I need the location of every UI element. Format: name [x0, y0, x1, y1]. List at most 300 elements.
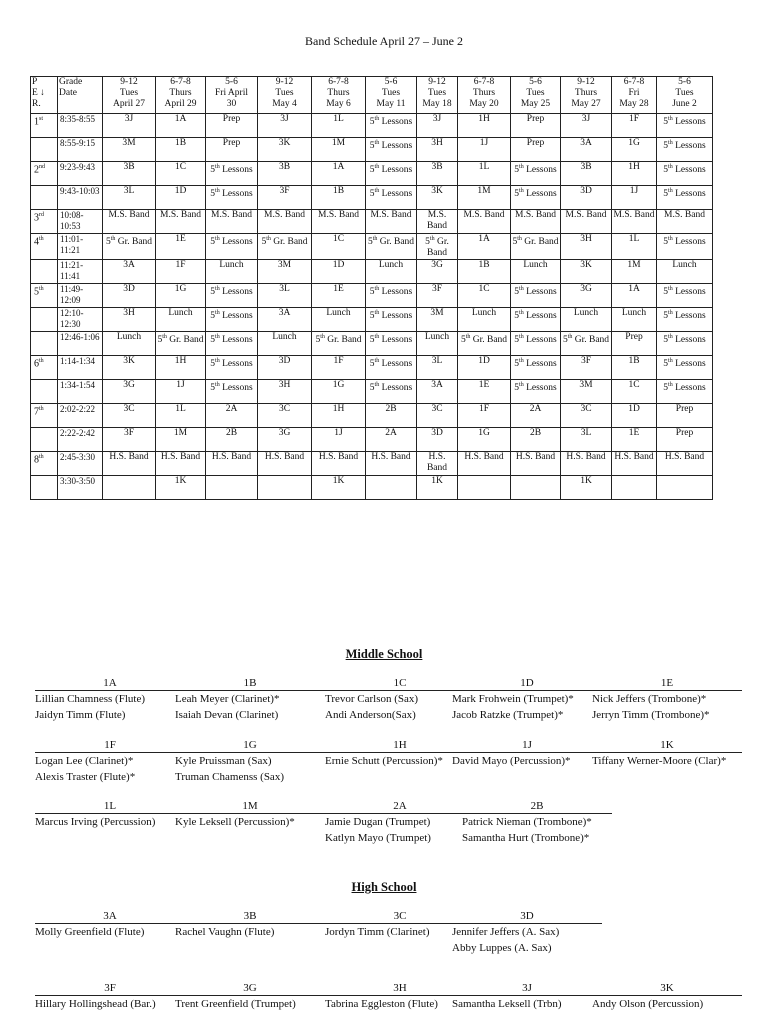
schedule-cell: H.S. Band [206, 452, 258, 476]
schedule-cell: 1E [612, 428, 657, 452]
schedule-cell: 5th Lessons [206, 284, 258, 308]
schedule-cell: 1L [312, 114, 366, 138]
schedule-cell [458, 476, 511, 500]
schedule-cell: M.S. Band [103, 210, 156, 234]
time-cell: 2:45-3:30 [58, 452, 103, 476]
schedule-cell: 5th Lessons [511, 284, 561, 308]
schedule-cell: 1A [312, 162, 366, 186]
date-header [458, 77, 511, 114]
period-cell [31, 428, 58, 452]
header-line: May 28 [619, 99, 649, 109]
schedule-cell: 5th Lessons [206, 162, 258, 186]
group-member: Jaidyn Timm (Flute) [35, 709, 126, 721]
schedule-cell: 5th Lessons [657, 186, 713, 210]
schedule-cell: 3A [103, 260, 156, 284]
schedule-cell: 1L [458, 162, 511, 186]
schedule-row [31, 186, 713, 210]
header-line: Thurs [327, 88, 350, 98]
lesson-group-1f [35, 737, 185, 785]
schedule-cell: 3J [417, 114, 458, 138]
schedule-cell: 1G [458, 428, 511, 452]
schedule-cell [511, 476, 561, 500]
schedule-cell: Lunch [156, 308, 206, 332]
header-line: Tues [427, 88, 447, 98]
lesson-group-1g [175, 737, 325, 785]
schedule-cell: 5th Gr. Band [458, 332, 511, 356]
period-cell: 4th [31, 234, 58, 260]
period-cell: 7th [31, 404, 58, 428]
schedule-cell: 1B [156, 138, 206, 162]
schedule-cell: 1F [156, 260, 206, 284]
group-member: Jacob Ratzke (Trumpet)* [452, 709, 564, 721]
header-line: 5-6 [678, 77, 691, 87]
schedule-cell: 1L [612, 234, 657, 260]
page-title: Band Schedule April 27 – June 2 [305, 34, 463, 48]
schedule-cell: 3K [561, 260, 612, 284]
date-header [417, 77, 458, 114]
date-header [206, 77, 258, 114]
group-name: 3J [452, 980, 602, 996]
group-member: Jerryn Timm (Trombone)* [592, 709, 710, 721]
lesson-group-1k [592, 737, 742, 769]
period-header [31, 77, 58, 114]
group-member: Samantha Hurt (Trombone)* [462, 832, 590, 844]
schedule-cell: 3J [258, 114, 312, 138]
schedule-row [31, 404, 713, 428]
schedule-cell: 2B [511, 428, 561, 452]
schedule-cell: 1M [156, 428, 206, 452]
schedule-cell: 1C [156, 162, 206, 186]
group-member: Mark Frohwein (Trumpet)* [452, 693, 574, 705]
group-member: Trevor Carlson (Sax) [325, 693, 419, 705]
time-cell: 1:34-1:54 [58, 380, 103, 404]
schedule-cell: M.S. Band [561, 210, 612, 234]
schedule-cell: 1L [156, 404, 206, 428]
header-line: April 27 [113, 99, 145, 109]
header-line: June 2 [672, 99, 697, 109]
schedule-row [31, 114, 713, 138]
schedule-cell: 1D [458, 356, 511, 380]
schedule-cell: 5th Gr. Band [511, 234, 561, 260]
group-name: 1B [175, 675, 325, 691]
lesson-group-3b [175, 908, 325, 940]
schedule-cell: 5th Lessons [366, 308, 417, 332]
schedule-cell: Lunch [511, 260, 561, 284]
schedule-cell: 1B [612, 356, 657, 380]
schedule-cell: 5th Lessons [511, 186, 561, 210]
lesson-group-3g [175, 980, 325, 1012]
schedule-cell: M.S. Band [657, 210, 713, 234]
schedule-cell: 1K [156, 476, 206, 500]
group-name: 2B [462, 798, 612, 814]
lesson-group-1j [452, 737, 602, 769]
group-name: 3B [175, 908, 325, 924]
group-name: 3H [325, 980, 475, 996]
group-name: 1J [452, 737, 602, 753]
lesson-group-1e [592, 675, 742, 723]
header-line: 5-6 [384, 77, 398, 87]
schedule-cell: 3G [103, 380, 156, 404]
schedule-cell: 3A [258, 308, 312, 332]
header-line: Tues [526, 88, 545, 98]
lesson-group-1b [175, 675, 325, 723]
schedule-row [31, 380, 713, 404]
schedule-cell: Lunch [657, 260, 713, 284]
header-line: P [32, 77, 38, 87]
schedule-cell: 1G [612, 138, 657, 162]
schedule-cell: 3G [561, 284, 612, 308]
schedule-cell: H.S. Band [511, 452, 561, 476]
group-name: 2A [325, 798, 475, 814]
header-line: Thurs [169, 88, 192, 98]
schedule-cell: 5th Gr. Band [561, 332, 612, 356]
schedule-cell: 1H [612, 162, 657, 186]
schedule-cell: 5th Lessons [366, 284, 417, 308]
schedule-cell: Lunch [417, 332, 458, 356]
schedule-cell: M.S. Band [312, 210, 366, 234]
header-line: May 25 [520, 99, 551, 109]
schedule-cell: Lunch [458, 308, 511, 332]
schedule-row [31, 234, 713, 260]
date-header [657, 77, 713, 114]
group-member: Rachel Vaughn (Flute) [175, 926, 275, 938]
schedule-cell: Prep [511, 114, 561, 138]
schedule-cell: 3L [417, 356, 458, 380]
schedule-cell: 1A [156, 114, 206, 138]
schedule-cell: 1E [312, 284, 366, 308]
group-name: 1L [35, 798, 185, 814]
schedule-row [31, 476, 713, 500]
schedule-cell: 3H [103, 308, 156, 332]
schedule-cell: 5th Gr. Band [258, 234, 312, 260]
header-line: May 11 [376, 99, 406, 109]
period-cell: 8th [31, 452, 58, 476]
schedule-cell: H.S. Band [312, 452, 366, 476]
schedule-cell: H.S. Band [417, 452, 458, 476]
group-member: Trent Greenfield (Trumpet) [175, 998, 296, 1010]
schedule-cell: 5th Lessons [206, 332, 258, 356]
group-member: Jennifer Jeffers (A. Sax) [452, 926, 560, 938]
schedule-cell: 5th Lessons [657, 380, 713, 404]
time-cell: 10:08-10:53 [58, 210, 103, 234]
schedule-cell: 1J [312, 428, 366, 452]
schedule-cell: 1G [156, 284, 206, 308]
period-cell [31, 476, 58, 500]
schedule-cell: 5th Lessons [206, 356, 258, 380]
time-cell: 2:02-2:22 [58, 404, 103, 428]
schedule-cell: 3K [103, 356, 156, 380]
schedule-cell: 1A [612, 284, 657, 308]
schedule-cell: H.S. Band [156, 452, 206, 476]
group-member: Katlyn Mayo (Trumpet) [325, 832, 431, 844]
period-cell [31, 138, 58, 162]
period-cell [31, 332, 58, 356]
group-name: 3F [35, 980, 185, 996]
period-cell: 1st [31, 114, 58, 138]
group-name: 3G [175, 980, 325, 996]
schedule-cell: 3M [103, 138, 156, 162]
schedule-cell: 1D [612, 404, 657, 428]
schedule-cell: M.S. Band [511, 210, 561, 234]
schedule-cell: 3L [103, 186, 156, 210]
date-header [258, 77, 312, 114]
group-name: 1K [592, 737, 742, 753]
schedule-cell: 5th Lessons [511, 356, 561, 380]
schedule-cell: 1D [156, 186, 206, 210]
group-name: 3A [35, 908, 185, 924]
group-name: 1A [35, 675, 185, 691]
header-line: Thurs [574, 88, 598, 98]
middle-school-heading: Middle School [345, 647, 423, 661]
group-name: 1F [35, 737, 185, 753]
header-line: Fri April [215, 88, 248, 98]
header-line: May 4 [272, 99, 297, 109]
header-line: May 27 [571, 99, 601, 109]
schedule-row [31, 210, 713, 234]
schedule-cell: 3H [417, 138, 458, 162]
schedule-cell: 1F [612, 114, 657, 138]
schedule-cell: Lunch [258, 332, 312, 356]
lesson-group-1d [452, 675, 602, 723]
schedule-cell: 5th Lessons [657, 332, 713, 356]
schedule-cell: M.S. Band [417, 210, 458, 234]
schedule-cell: 5th Lessons [366, 186, 417, 210]
group-member: Samantha Leksell (Trbn) [452, 998, 562, 1010]
header-line: 9-12 [577, 77, 595, 87]
schedule-cell: 1B [458, 260, 511, 284]
schedule-cell: 5th Lessons [366, 380, 417, 404]
schedule-cell: M.S. Band [612, 210, 657, 234]
schedule-cell: 3B [103, 162, 156, 186]
schedule-cell: 3F [258, 186, 312, 210]
header-line: April 29 [164, 99, 197, 109]
schedule-cell: 5th Lessons [657, 284, 713, 308]
group-name: 3K [592, 980, 742, 996]
schedule-cell: 3M [417, 308, 458, 332]
schedule-cell [258, 476, 312, 500]
period-cell: 6th [31, 356, 58, 380]
schedule-cell: 3A [561, 138, 612, 162]
lesson-group-3a [35, 908, 185, 940]
schedule-cell: 3F [103, 428, 156, 452]
group-member: Kyle Leksell (Percussion)* [175, 816, 295, 828]
schedule-cell: 3J [561, 114, 612, 138]
group-member: Hillary Hollingshead (Bar.) [35, 998, 156, 1010]
schedule-cell: 3F [417, 284, 458, 308]
schedule-cell: H.S. Band [366, 452, 417, 476]
schedule-cell: 1D [312, 260, 366, 284]
schedule-cell: 1K [417, 476, 458, 500]
time-cell: 8:55-9:15 [58, 138, 103, 162]
period-cell [31, 308, 58, 332]
date-header [156, 77, 206, 114]
time-cell: 11:21-11:41 [58, 260, 103, 284]
header-line: 6-7-8 [328, 77, 349, 87]
schedule-cell: Prep [206, 114, 258, 138]
group-name: 1M [175, 798, 325, 814]
lesson-group-1l [35, 798, 185, 830]
schedule-cell [657, 476, 713, 500]
header-line: Tues [119, 88, 139, 98]
header-line: R. [32, 99, 41, 109]
schedule-cell: 3D [417, 428, 458, 452]
header-line: Tues [275, 88, 294, 98]
schedule-cell: 1M [312, 138, 366, 162]
group-member: Kyle Pruissman (Sax) [175, 755, 272, 767]
schedule-cell: 1J [612, 186, 657, 210]
lesson-group-3f [35, 980, 185, 1012]
group-name: 3C [325, 908, 475, 924]
schedule-cell: M.S. Band [258, 210, 312, 234]
schedule-cell: 3A [417, 380, 458, 404]
time-cell: 1:14-1:34 [58, 356, 103, 380]
lesson-group-1m [175, 798, 325, 830]
schedule-cell: 3D [103, 284, 156, 308]
schedule-cell: 5th Lessons [657, 138, 713, 162]
schedule-row [31, 356, 713, 380]
period-cell: 3rd [31, 210, 58, 234]
header-line: 9-12 [428, 77, 446, 87]
group-member: Tabrina Eggleston (Flute) [325, 998, 438, 1010]
group-name: 1D [452, 675, 602, 691]
group-member: Jordyn Timm (Clarinet) [325, 926, 430, 938]
header-line: May 20 [469, 99, 499, 109]
group-member: Ernie Schutt (Percussion)* [325, 755, 443, 767]
date-header [561, 77, 612, 114]
schedule-cell: 3H [258, 380, 312, 404]
group-member: Andy Olson (Percussion) [592, 998, 704, 1010]
header-line: 6-7-8 [473, 77, 495, 87]
schedule-cell [206, 476, 258, 500]
schedule-row [31, 452, 713, 476]
band-schedule-table [30, 76, 713, 500]
schedule-cell: 5th Gr. Band [366, 234, 417, 260]
schedule-row [31, 260, 713, 284]
schedule-cell: 5th Lessons [657, 356, 713, 380]
header-line: Grade [59, 77, 83, 87]
group-name: 1E [592, 675, 742, 691]
schedule-cell: M.S. Band [206, 210, 258, 234]
date-header [103, 77, 156, 114]
header-line: 30 [226, 99, 237, 109]
schedule-cell: 5th Lessons [657, 162, 713, 186]
schedule-cell: 3K [417, 186, 458, 210]
schedule-cell: 1M [458, 186, 511, 210]
group-member: Abby Luppes (A. Sax) [452, 942, 552, 954]
schedule-cell: H.S. Band [561, 452, 612, 476]
schedule-cell: 5th Gr. Band [312, 332, 366, 356]
schedule-cell: 3C [417, 404, 458, 428]
schedule-cell: 3L [258, 284, 312, 308]
schedule-cell: H.S. Band [657, 452, 713, 476]
schedule-cell: 3J [103, 114, 156, 138]
time-cell: 3:30-3:50 [58, 476, 103, 500]
schedule-cell: 1B [312, 186, 366, 210]
group-member: Truman Chamenss (Sax) [175, 771, 284, 783]
schedule-cell: 3B [417, 162, 458, 186]
schedule-cell: 1H [458, 114, 511, 138]
schedule-cell: 2A [206, 404, 258, 428]
schedule-cell: 5th Gr. Band [156, 332, 206, 356]
schedule-cell: 5th Lessons [366, 114, 417, 138]
group-member: Molly Greenfield (Flute) [35, 926, 145, 938]
schedule-cell: 5th Lessons [366, 138, 417, 162]
schedule-cell: 3B [561, 162, 612, 186]
schedule-cell: 5th Gr. Band [417, 234, 458, 260]
header-line: 9-12 [275, 77, 294, 87]
schedule-row [31, 138, 713, 162]
schedule-header-row [31, 77, 713, 114]
schedule-cell: 1M [612, 260, 657, 284]
date-header [511, 77, 561, 114]
schedule-cell [612, 476, 657, 500]
group-member: Patrick Nieman (Trombone)* [462, 816, 592, 828]
time-cell: 11:49-12:09 [58, 284, 103, 308]
schedule-cell: Prep [511, 138, 561, 162]
group-member: Lillian Chamness (Flute) [35, 693, 145, 705]
time-cell: 9:43-10:03 [58, 186, 103, 210]
schedule-cell: Lunch [612, 308, 657, 332]
lesson-group-2a [325, 798, 475, 846]
group-name: 1C [325, 675, 475, 691]
schedule-cell: 1C [612, 380, 657, 404]
schedule-cell: Prep [206, 138, 258, 162]
header-line: 5-6 [225, 77, 238, 87]
schedule-cell: 2A [366, 428, 417, 452]
schedule-cell: 5th Lessons [657, 114, 713, 138]
schedule-cell: 5th Lessons [206, 234, 258, 260]
schedule-cell [103, 476, 156, 500]
schedule-cell: 5th Lessons [206, 186, 258, 210]
schedule-cell: 3L [561, 428, 612, 452]
time-cell: 9:23-9:43 [58, 162, 103, 186]
schedule-cell: 3B [258, 162, 312, 186]
header-line: Fri [628, 88, 640, 98]
schedule-cell: Lunch [206, 260, 258, 284]
schedule-cell: 1C [458, 284, 511, 308]
period-cell: 5th [31, 284, 58, 308]
schedule-cell: 5th Lessons [511, 380, 561, 404]
schedule-cell: 3F [561, 356, 612, 380]
date-header [612, 77, 657, 114]
schedule-cell: Lunch [561, 308, 612, 332]
schedule-cell: H.S. Band [458, 452, 511, 476]
group-member: Alexis Traster (Flute)* [35, 771, 136, 783]
date-header [366, 77, 417, 114]
schedule-cell: Prep [657, 428, 713, 452]
period-cell [31, 260, 58, 284]
schedule-cell: 1H [156, 356, 206, 380]
header-line: Thurs [472, 88, 496, 98]
schedule-cell: H.S. Band [612, 452, 657, 476]
group-member: Logan Lee (Clarinet)* [35, 755, 134, 767]
schedule-cell: Prep [657, 404, 713, 428]
schedule-cell: H.S. Band [258, 452, 312, 476]
schedule-cell: 1G [312, 380, 366, 404]
schedule-cell: 5th Lessons [657, 308, 713, 332]
schedule-row [31, 284, 713, 308]
high-school-heading: High School [351, 880, 417, 894]
schedule-cell: 5th Lessons [366, 356, 417, 380]
schedule-cell: Lunch [103, 332, 156, 356]
schedule-cell: 5th Lessons [206, 380, 258, 404]
time-cell: 8:35-8:55 [58, 114, 103, 138]
schedule-cell: 2A [511, 404, 561, 428]
group-member: Isaiah Devan (Clarinet) [175, 709, 279, 721]
schedule-cell: 3D [258, 356, 312, 380]
schedule-row [31, 428, 713, 452]
date-header [312, 77, 366, 114]
